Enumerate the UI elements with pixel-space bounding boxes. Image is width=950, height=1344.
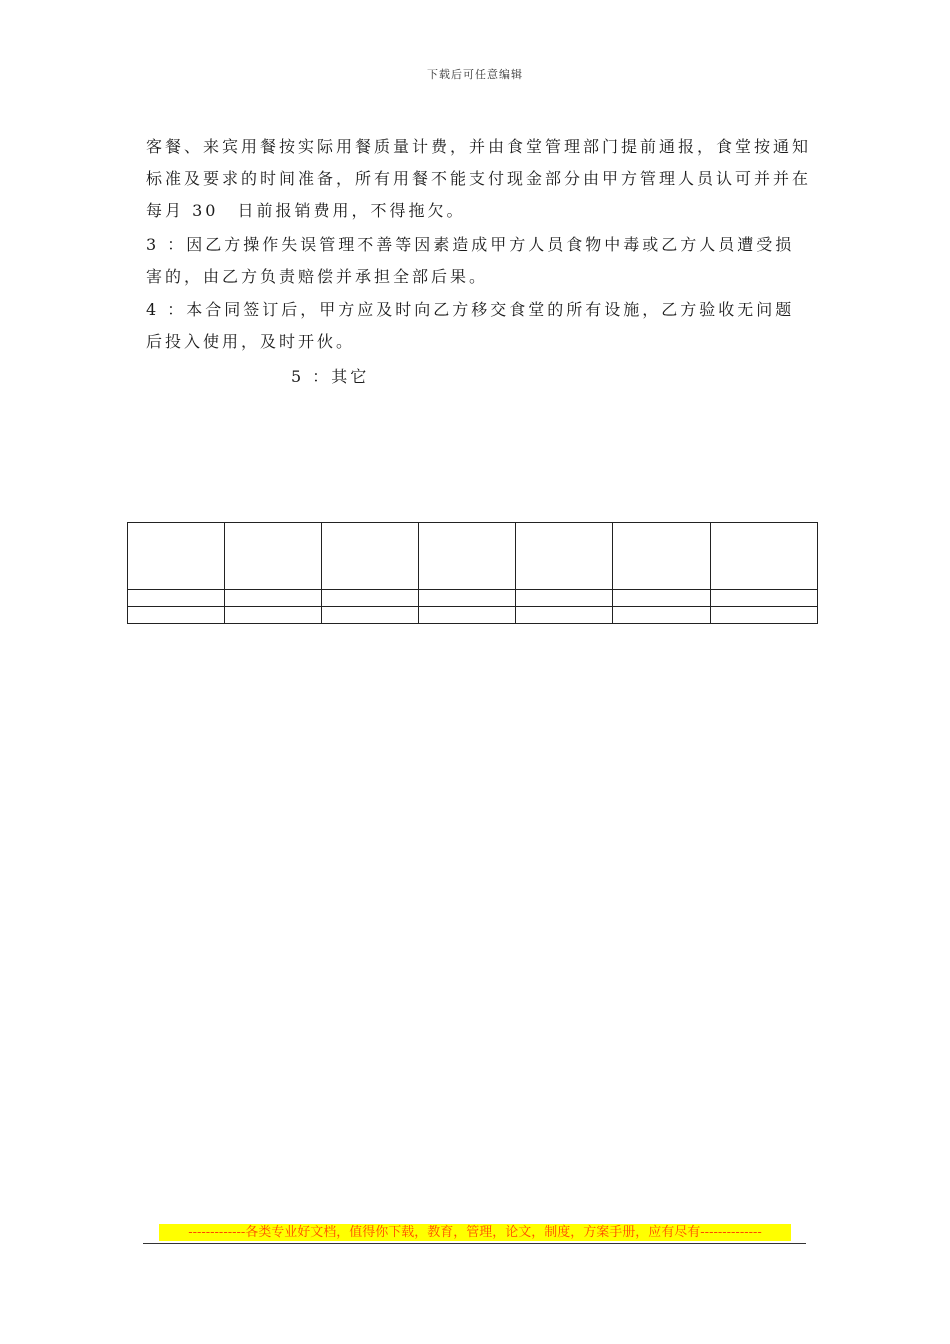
table-cell [128,607,225,624]
table-cell [322,523,419,590]
paragraph-clause-4: 4 ：本合同签订后，甲方应及时向乙方移交食堂的所有设施，乙方验收无问题后投入使用，及时开伙。 [146,300,795,351]
table-cell [516,523,613,590]
paragraph-clause-5: 5 ：其它 [291,367,370,386]
table-cell [711,590,818,607]
table-cell [419,590,516,607]
paragraph-clause-3: 3 ：因乙方操作失误管理不善等因素造成甲方人员食物中毒或乙方人员遭受损害的，由乙方负责赔偿并承担全部后果。 [146,235,795,286]
table-cell [613,523,711,590]
table-cell [613,607,711,624]
table-cell [128,590,225,607]
table-cell [711,523,818,590]
table-cell [225,590,322,607]
table-cell [613,590,711,607]
blank-table [127,522,818,624]
footer-banner: -------------各类专业好文档，值得你下载，教育，管理，论文，制度，方案手册，应有尽有-------------- [188,1225,762,1240]
table-cell [419,607,516,624]
table-cell [516,607,613,624]
table-cell [711,607,818,624]
page-header: 下载后可任意编辑 [427,68,523,81]
table-row [128,607,818,624]
footer-divider [143,1243,806,1244]
table-row [128,590,818,607]
table-cell [225,523,322,590]
table-cell [516,590,613,607]
table-row [128,523,818,590]
table-cell [225,607,322,624]
paragraph-meal-billing: 客餐、来宾用餐按实际用餐质量计费，并由食堂管理部门提前通报，食堂按通知标准及要求的时间准备，所有用餐不能支付现金部分由甲方管理人员认可并并在每月 30 日前报销费用，不得拖欠。 [146,137,812,220]
table-cell [322,607,419,624]
table-cell [419,523,516,590]
table-cell [128,523,225,590]
table-cell [322,590,419,607]
